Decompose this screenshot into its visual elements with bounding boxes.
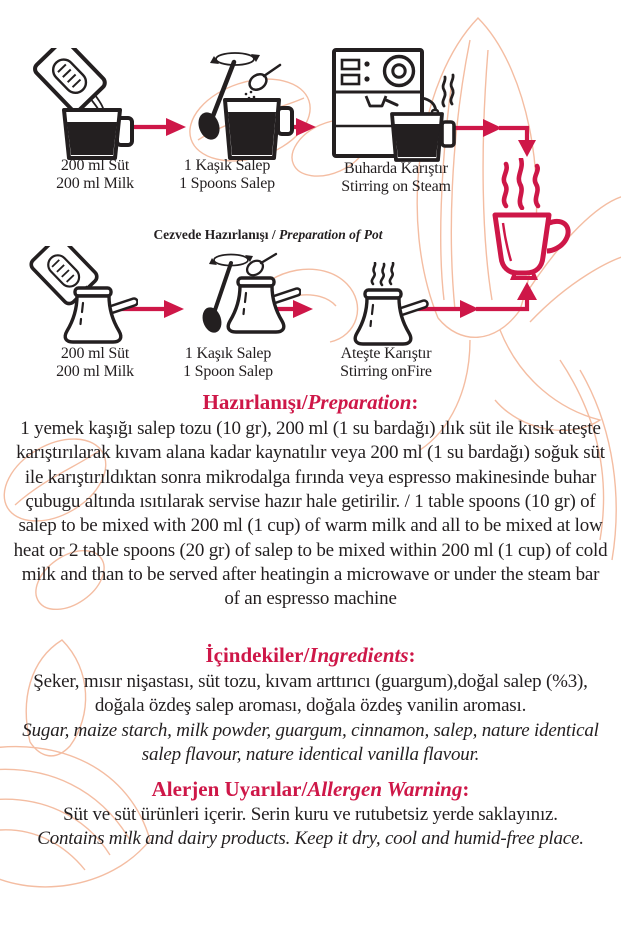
step-label-milk-bottom: 200 ml Süt 200 ml Milk — [56, 345, 134, 380]
allergen-body — [12, 803, 609, 852]
preparation-body: 1 yemek kaşığı salep tozu (10 gr), 200 ml (1 su bardağı) ılık süt ile kısık ateşte karıştırılarak kıvam alana kadar kaynatılır veya 200 ml (1 su bardağı) soğuk süt ile karıştırıldıktan sonra mikrodalga fırında veya espresso makinesinde buhar çubugu altında ısıtılarak servise hazır hale getirilir. / 1 table spoons (10 gr) of salep to be mixed with 200 ml (1 cup) of warm milk and all to be mixed at low heat or 2 table spoons (20 gr) of salep to be mixed within 200 ml (1 cup) of cold milk and than to be served after heatingin a microwave or under the steam bar of an espresso machine — [13, 418, 608, 610]
steaming-cezve-icon — [346, 262, 430, 350]
step-label-salep-bottom: 1 Kaşık Salep 1 Spoon Salep — [183, 345, 273, 380]
allergen-turkish: Süt ve süt ürünleri içerir. Serin kuru ve rutubetsiz yerde saklayınız. — [63, 804, 558, 825]
step-label-steam-top: Buharda Karıştır Stirring on Steam — [341, 160, 451, 195]
steaming-cup-icon — [491, 211, 577, 281]
espresso-machine-steam-icon — [330, 48, 456, 162]
preparation-heading: Hazırlanışı/Preparation: — [202, 390, 419, 414]
step-label-milk-top: 200 ml Süt 200 ml Milk — [56, 157, 134, 192]
steam-icon — [497, 158, 549, 210]
milk-pour-into-measuring-cup-icon — [20, 48, 138, 160]
step-label-salep-top: 1 Kaşık Salep 1 Spoons Salep — [179, 157, 275, 192]
stirring-spoon-cezve-icon — [193, 250, 301, 350]
ingredients-turkish: Şeker, mısır nişastası, süt tozu, kıvam arttırıcı (guargum),doğal salep (%3), doğala özdeş salep aroması, doğala özdeş vanilin aroması. — [33, 671, 588, 717]
ingredients-heading: İçindekiler/Ingredients: — [205, 643, 416, 667]
milk-pour-into-cezve-icon — [18, 246, 138, 348]
allergen-heading: Alerjen Uyarılar/Allergen Warning: — [151, 777, 470, 801]
stirring-spoon-measuring-cup-icon — [183, 46, 297, 162]
pot-row-title: Cezvede Hazırlanışı / Preparation of Pot — [153, 227, 383, 242]
step-label-fire-bottom: Ateşte Karıştır Stirring onFire — [340, 345, 432, 380]
ingredients-english: Sugar, maize starch, milk powder, guargum, cinnamon, salep, nature identical salep flavour, nature identical vanilla flavour. — [22, 719, 599, 765]
allergen-english: Contains milk and dairy products. Keep it dry, cool and humid-free place. — [37, 828, 584, 850]
ingredients-body — [12, 670, 609, 767]
